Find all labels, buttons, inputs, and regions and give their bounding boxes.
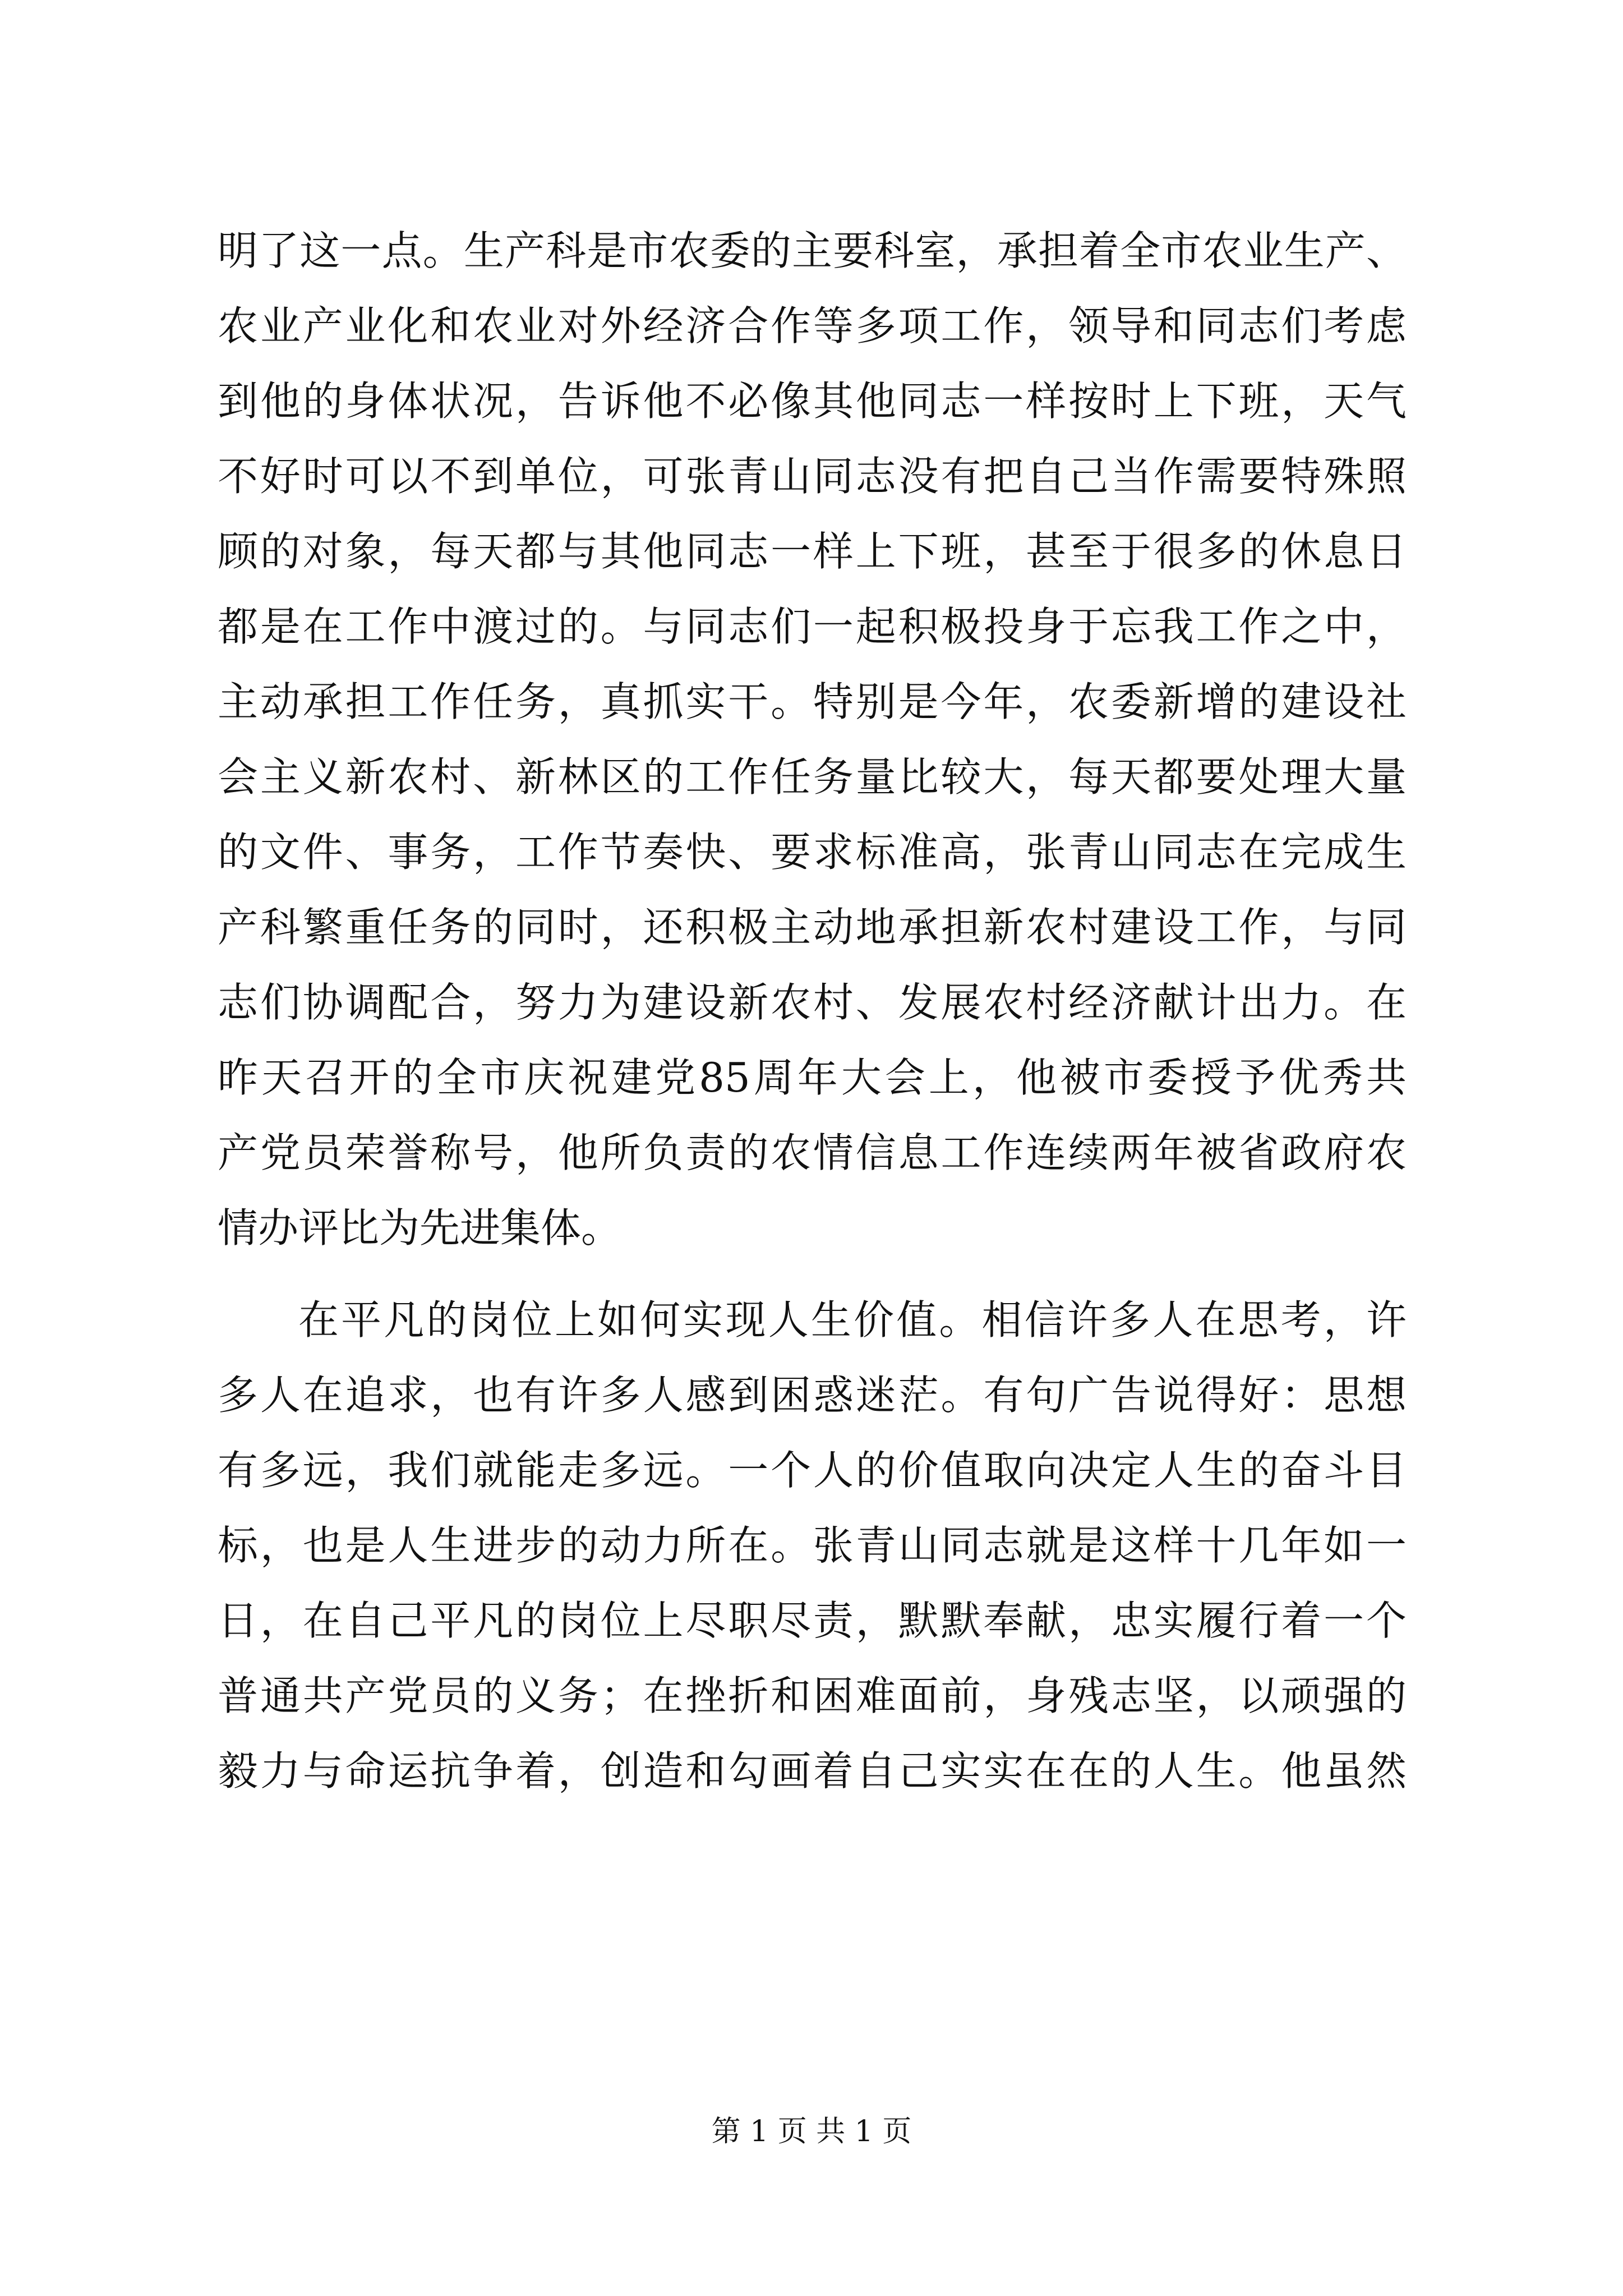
text-line: 不好时可以不到单位，可张青山同志没有把自己当作需要特殊照 xyxy=(218,453,1407,500)
text-line: 到他的身体状况，告诉他不必像其他同志一样按时上下班，天气 xyxy=(218,378,1407,425)
text-line: 都是在工作中渡过的。与同志们一起积极投身于忘我工作之中， xyxy=(218,603,1407,650)
text-line: 的文件、事务，工作节奏快、要求标准高，张青山同志在完成生 xyxy=(218,829,1407,876)
text-line: 顾的对象，每天都与其他同志一样上下班，甚至于很多的休息日 xyxy=(218,528,1407,575)
page-number-label: 第 1 页 共 1 页 xyxy=(711,2115,912,2148)
text-line: 昨天召开的全市庆祝建党85周年大会上，他被市委授予优秀共 xyxy=(218,1054,1407,1101)
paragraph-2 xyxy=(218,1282,1407,1809)
text-line: 多人在追求，也有许多人感到困惑迷茫。有句广告说得好：思想 xyxy=(218,1372,1407,1419)
text-line: 志们协调配合，努力为建设新农村、发展农村经济献计出力。在 xyxy=(218,979,1407,1026)
text-line: 标，也是人生进步的动力所在。张青山同志就是这样十几年如一 xyxy=(218,1522,1407,1569)
text-line: 明了这一点。生产科是市农委的主要科室，承担着全市农业生产、 xyxy=(218,227,1407,274)
text-line: 产科繁重任务的同时，还积极主动地承担新农村建设工作，与同 xyxy=(218,904,1407,951)
body-text xyxy=(218,213,1407,1809)
text-line: 主动承担工作任务，真抓实干。特别是今年，农委新增的建设社 xyxy=(218,678,1407,725)
text-line: 毅力与命运抗争着，创造和勾画着自己实实在在的人生。他虽然 xyxy=(218,1747,1407,1795)
text-line: 普通共产党员的义务；在挫折和困难面前，身残志坚，以顽强的 xyxy=(218,1672,1407,1719)
text-line: 产党员荣誉称号，他所负责的农情信息工作连续两年被省政府农 xyxy=(218,1129,1407,1176)
text-line: 有多远，我们就能走多远。一个人的价值取向决定人生的奋斗目 xyxy=(218,1447,1407,1494)
text-line: 日，在自己平凡的岗位上尽职尽责，默默奉献，忠实履行着一个 xyxy=(218,1597,1407,1644)
text-line: 在平凡的岗位上如何实现人生价值。相信许多人在思考，许 xyxy=(298,1296,1407,1343)
paragraph-1 xyxy=(218,213,1407,1266)
text-line: 情办评比为先进集体。 xyxy=(218,1204,622,1251)
text-line: 农业产业化和农业对外经济合作等多项工作，领导和同志们考虑 xyxy=(218,302,1407,349)
page-footer xyxy=(0,2109,1623,2154)
text-line: 会主义新农村、新林区的工作任务量比较大，每天都要处理大量 xyxy=(218,753,1407,800)
paragraph-gap xyxy=(218,1266,1407,1282)
